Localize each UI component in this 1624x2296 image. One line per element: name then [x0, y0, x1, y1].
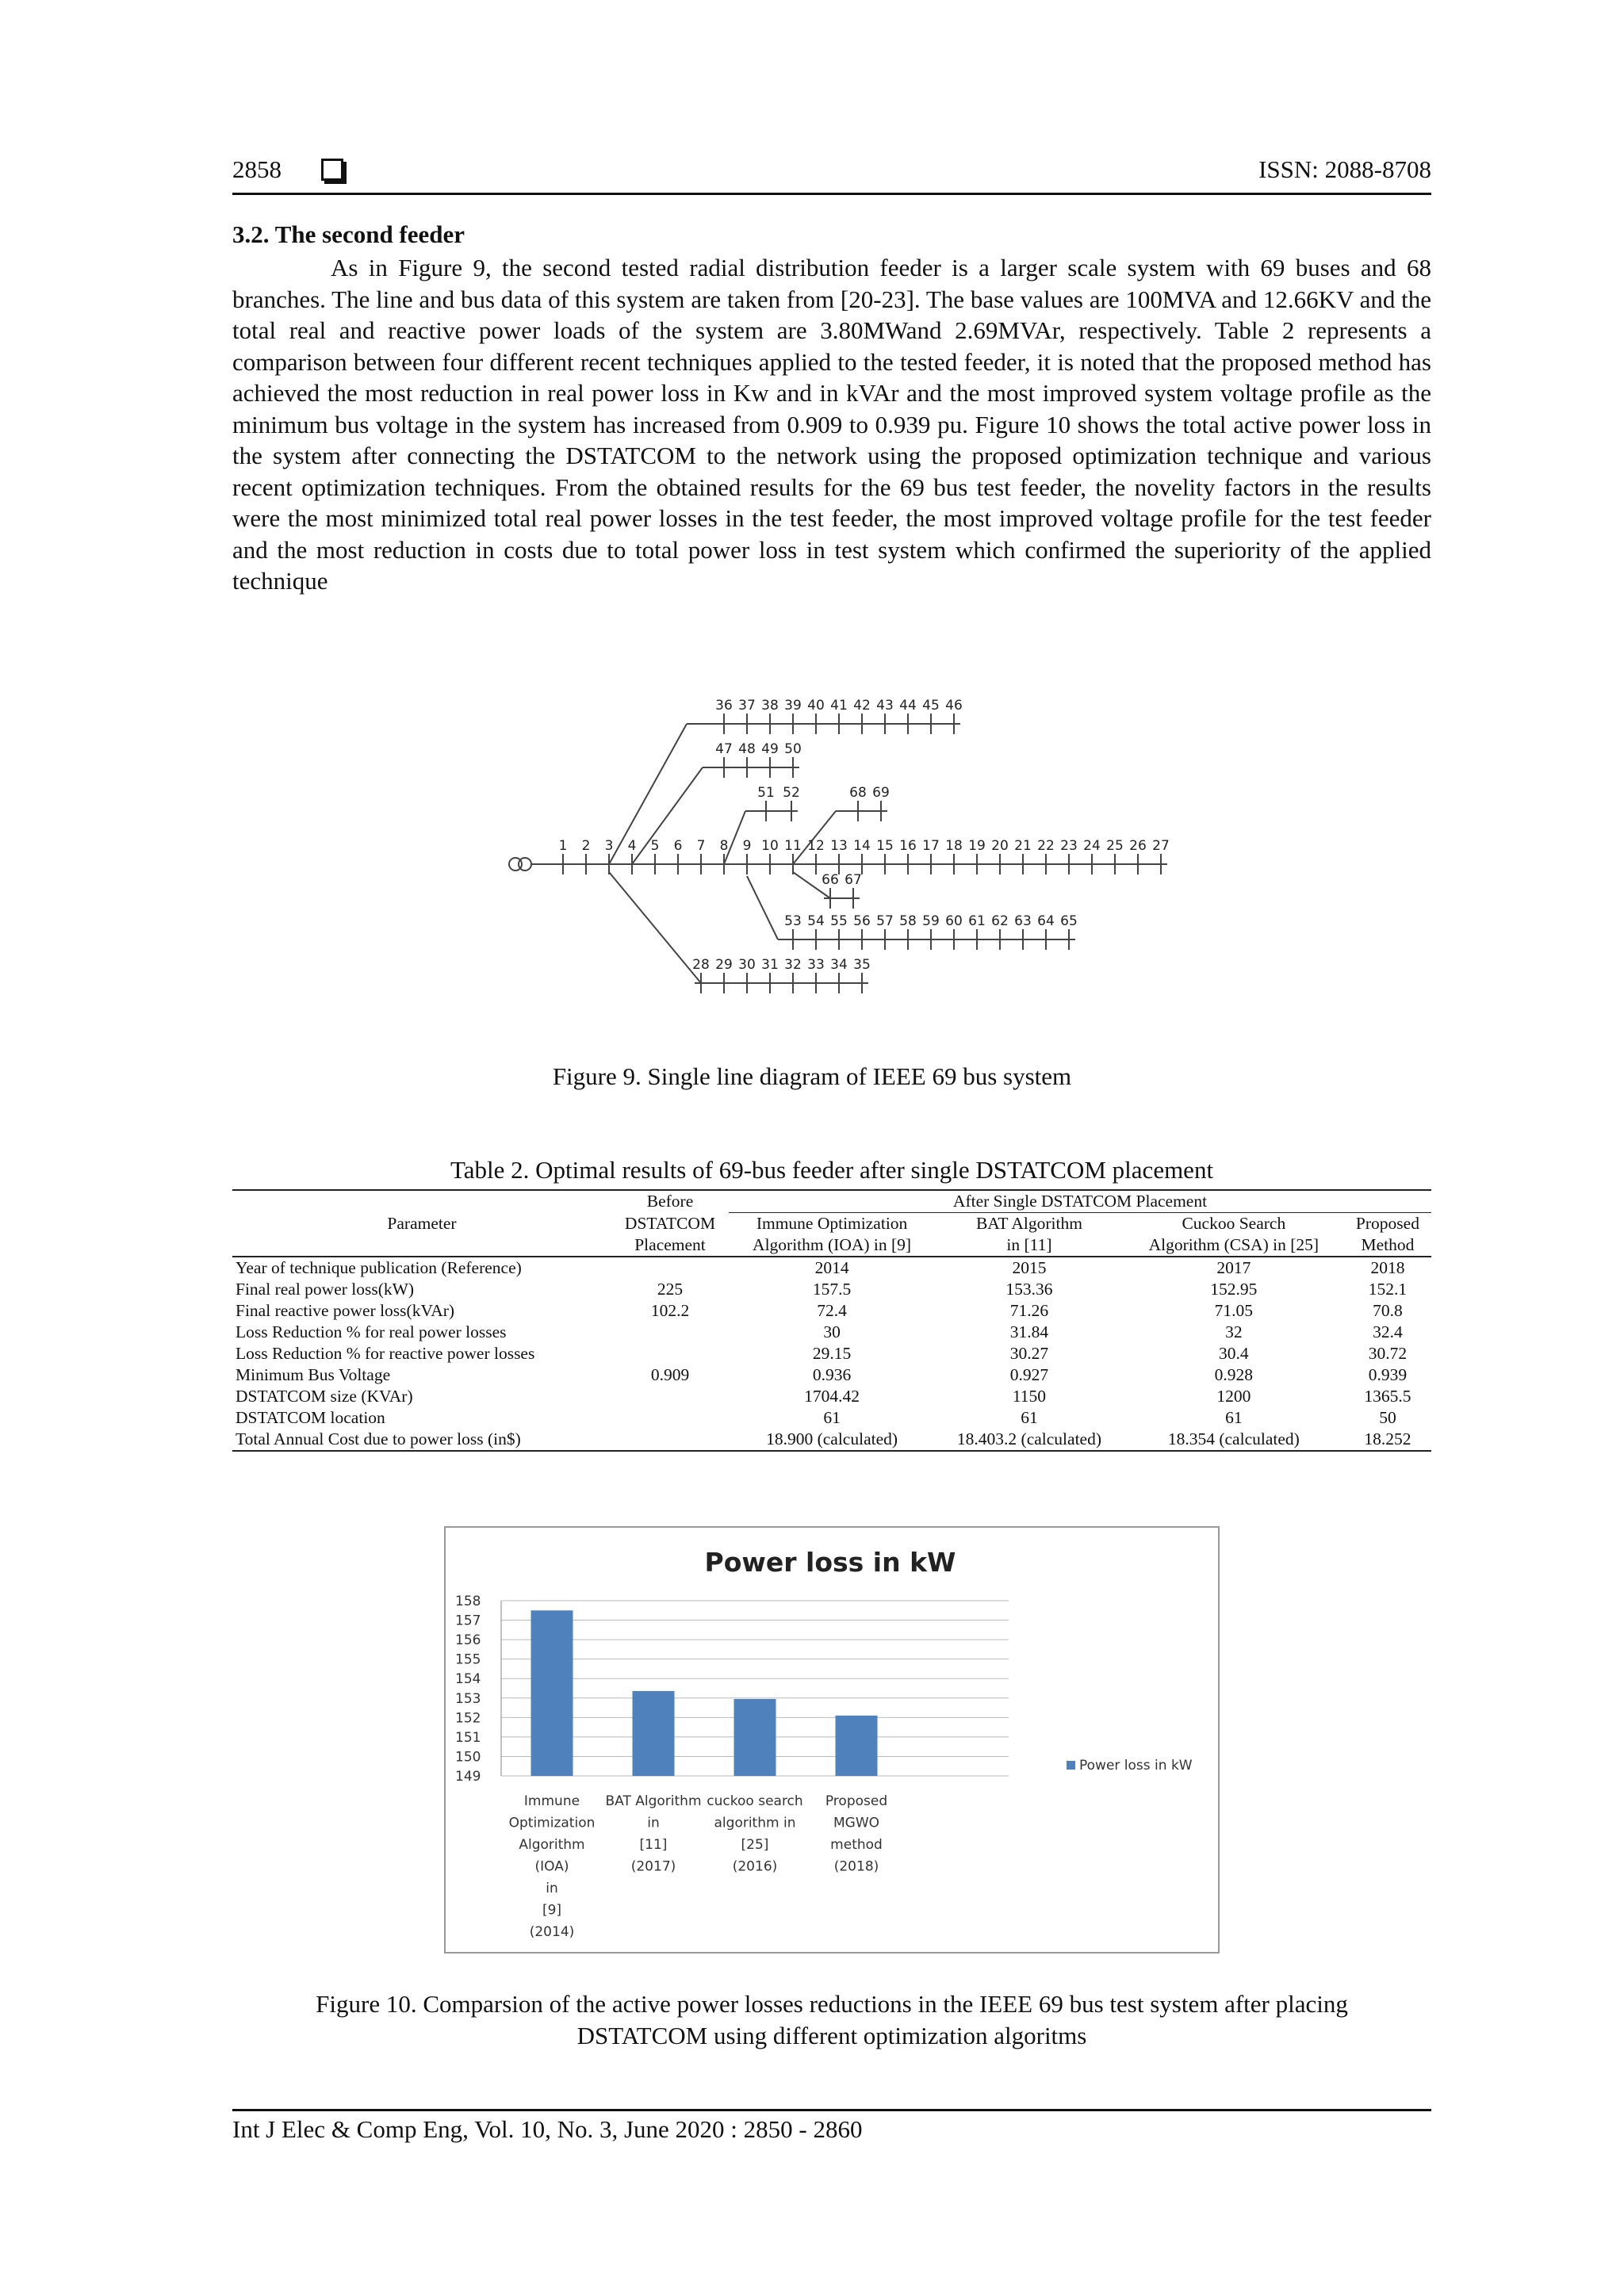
table-cell: 61	[823, 1408, 841, 1427]
y-tick-label: 154	[455, 1671, 481, 1688]
y-tick-label: 151	[455, 1729, 481, 1746]
diagram-bus-labels	[559, 698, 1170, 973]
table-cell: 71.26	[1009, 1301, 1049, 1320]
bus-label: 63	[1014, 913, 1032, 929]
table-cell: 18.900 (calculated)	[729, 1429, 935, 1451]
table-cell	[611, 1429, 729, 1451]
y-tick-label: 155	[455, 1651, 481, 1668]
bus-label: 65	[1060, 913, 1078, 929]
y-tick-label: 152	[455, 1710, 481, 1727]
table-row-label: Year of technique publication (Reference)	[236, 1258, 522, 1277]
bus-label: 9	[742, 838, 752, 854]
x-category-label: (2014)	[529, 1924, 575, 1940]
table-cell: 30.72	[1368, 1344, 1408, 1363]
bus-label: 42	[853, 698, 871, 714]
bus-label: 61	[968, 913, 986, 929]
header-method-csa-2: Algorithm (CSA) in [25]	[1148, 1235, 1320, 1254]
bus-label: 48	[738, 741, 756, 757]
table-row	[232, 1386, 1431, 1407]
chart-frame	[444, 1526, 1220, 1954]
table-cell: 32.4	[1373, 1322, 1403, 1341]
bus-label: 26	[1129, 838, 1147, 854]
table-cell: 153.36	[1005, 1280, 1053, 1299]
table-cell: 71.05	[1214, 1301, 1254, 1320]
table-cell: 2018	[1370, 1258, 1405, 1277]
bus-label: 12	[807, 838, 825, 854]
legend-label: Power loss in kW	[1079, 1758, 1193, 1774]
table-cell: 1365.5	[1364, 1387, 1411, 1406]
header-method-bat: BAT Algorithm	[975, 1214, 1082, 1233]
bus-label: 30	[738, 957, 756, 973]
bus-label: 20	[991, 838, 1009, 854]
bus-label: 35	[853, 957, 871, 973]
table-cell	[611, 1386, 729, 1407]
bus-label: 52	[783, 785, 800, 801]
table-row-label: Loss Reduction % for real power losses	[236, 1322, 507, 1341]
footer-citation: Int J Elec & Comp Eng, Vol. 10, No. 3, June 2020 : 2850 - 2860	[232, 2115, 863, 2143]
table-cell: 0.939	[1368, 1365, 1408, 1384]
x-category-label: MGWO	[833, 1815, 880, 1831]
bus-label: 2	[581, 838, 591, 854]
table-row-label: DSTATCOM size (KVAr)	[236, 1387, 413, 1406]
table-cell: 18.354 (calculated)	[1124, 1429, 1344, 1451]
table-cell: 0.909	[650, 1365, 690, 1384]
bus-label: 16	[899, 838, 917, 854]
table-row	[232, 1429, 1431, 1451]
table-cell: 31.84	[1009, 1322, 1049, 1341]
bar	[633, 1691, 675, 1776]
single-line-diagram	[492, 686, 1174, 1050]
header-before-3: Placement	[634, 1235, 706, 1254]
table-cell: 2015	[1012, 1258, 1047, 1277]
branch-connector	[632, 767, 703, 864]
table-cell: 1704.42	[804, 1387, 860, 1406]
bus-label: 13	[830, 838, 848, 854]
table-cell: 30.27	[1009, 1344, 1049, 1363]
bus-label: 25	[1106, 838, 1124, 854]
table-row	[232, 1322, 1431, 1343]
x-category-label: Optimization	[508, 1815, 596, 1831]
table-row-label: DSTATCOM location	[236, 1408, 385, 1427]
power-loss-chart	[446, 1528, 1218, 1952]
section-title: 3.2. The second feeder	[232, 220, 465, 248]
table-cell: 0.936	[812, 1365, 852, 1384]
x-category-label: Proposed	[825, 1793, 888, 1809]
bus-label: 3	[604, 838, 614, 854]
table-cell: 102.2	[650, 1301, 690, 1320]
bus-label: 7	[696, 838, 706, 854]
bar	[836, 1716, 878, 1776]
x-category-label: Immune	[523, 1793, 580, 1809]
issn-label: ISSN: 2088-8708	[1258, 155, 1431, 183]
y-tick-label: 150	[455, 1749, 481, 1766]
table-row-label: Minimum Bus Voltage	[236, 1365, 391, 1384]
bus-label: 31	[761, 957, 779, 973]
bar	[734, 1699, 776, 1776]
bus-label: 14	[853, 838, 871, 854]
bus-label: 10	[761, 838, 779, 854]
body-text	[232, 252, 1431, 597]
x-category-label: [9]	[542, 1902, 562, 1919]
table-cell: 2014	[814, 1258, 849, 1277]
bus-label: 29	[715, 957, 733, 973]
table-row-label: Total Annual Cost due to power loss (in$)	[232, 1429, 611, 1451]
bus-label: 28	[692, 957, 710, 973]
header-box-icon	[321, 159, 343, 181]
figure9-caption: Figure 9. Single line diagram of IEEE 69 bus system	[552, 1062, 1072, 1090]
table-cell: 29.15	[812, 1344, 852, 1363]
bus-label: 34	[830, 957, 848, 973]
header-method-proposed-2: Method	[1361, 1235, 1415, 1254]
bus-label: 58	[899, 913, 917, 929]
table-row	[232, 1279, 1431, 1300]
results-table	[232, 1189, 1431, 1452]
table-row	[232, 1364, 1431, 1386]
table-cell	[611, 1407, 729, 1429]
bus-label: 22	[1037, 838, 1055, 854]
x-category-label: BAT Algorithm	[605, 1793, 702, 1809]
footer-rule	[232, 2109, 1431, 2111]
bus-label: 21	[1014, 838, 1032, 854]
header-rule	[232, 193, 1431, 195]
x-category-label: in	[647, 1815, 660, 1831]
bus-label: 51	[757, 785, 775, 801]
bus-label: 47	[715, 741, 733, 757]
table-row	[232, 1407, 1431, 1429]
bus-label: 46	[945, 698, 963, 714]
figure10-caption-line1: Figure 10. Comparsion of the active power losses reductions in the IEEE 69 bus test system after placing	[316, 1990, 1348, 2018]
bus-label: 40	[807, 698, 825, 714]
table-cell: 18.252	[1344, 1429, 1431, 1451]
chart-title: Power loss in kW	[704, 1547, 956, 1578]
body-paragraph: As in Figure 9, the second tested radial distribution feeder is a larger scale system with 69 buses and 68 branches. The line and bus data of this system are taken from [20-23]. The base values are 100MVA and 12.66KV and the total real and reactive power loads of the system are 3.80MWand 2.69MVAr, respectively. Table 2 represents a comparison between four different recent techniques applied to the tested feeder, it is noted that the proposed method has achieved the most reduction in real power loss in Kw and in kVAr and the most improved system voltage profile as the minimum bus voltage in the system has increased from 0.909 to 0.939 pu. Figure 10 shows the total active power loss in the system after connecting the DSTATCOM to the network using the proposed optimization technique and various recent optimization techniques. From the obtained results for the 69 bus test feeder, the novelity factors in the results were the most minimized total real power losses in the test feeder, the most improved voltage profile for the test feeder and the most reduction in costs due to total power loss in test system which confirmed the superiority of the applied technique	[232, 254, 1431, 595]
bus-label: 54	[807, 913, 825, 929]
bus-label: 49	[761, 741, 779, 757]
table-cell: 157.5	[812, 1280, 852, 1299]
bus-label: 68	[849, 785, 867, 801]
table-header-row	[232, 1190, 1431, 1213]
bus-label: 38	[761, 698, 779, 714]
table-cell: 152.1	[1368, 1280, 1408, 1299]
header-method-ioa-2: Algorithm (IOA) in [9]	[753, 1235, 912, 1254]
x-category-label: method	[830, 1837, 883, 1853]
table-cell: 152.95	[1210, 1280, 1258, 1299]
bus-label: 11	[784, 838, 802, 854]
legend-swatch	[1067, 1761, 1075, 1770]
table-cell: 0.927	[1009, 1365, 1049, 1384]
table-cell: 1200	[1216, 1387, 1251, 1406]
bus-label: 53	[784, 913, 802, 929]
bus-label: 59	[922, 913, 940, 929]
x-category-label: in	[546, 1881, 558, 1896]
table-cell: 50	[1379, 1408, 1396, 1427]
header-before-2: DSTATCOM	[624, 1213, 716, 1233]
x-category-label: Algorithm	[519, 1837, 585, 1853]
bus-label: 1	[558, 838, 568, 854]
bus-label: 4	[627, 838, 637, 854]
x-category-label: (2016)	[732, 1858, 778, 1875]
table-body	[232, 1257, 1431, 1451]
table-row-label: Final real power loss(kW)	[236, 1280, 415, 1299]
table-row	[232, 1343, 1431, 1364]
header-method-proposed: Proposed	[1355, 1214, 1419, 1233]
table-cell: 30	[823, 1322, 841, 1341]
page-number: 2858	[232, 155, 282, 183]
table-cell: 70.8	[1373, 1301, 1403, 1320]
bus-label: 6	[673, 838, 683, 854]
bus-label: 33	[807, 957, 825, 973]
table-cell: 2017	[1216, 1258, 1251, 1277]
bus-label: 24	[1083, 838, 1101, 854]
x-category-label: [25]	[741, 1837, 769, 1853]
table-cell: 18.403.2 (calculated)	[935, 1429, 1124, 1451]
bus-label: 45	[922, 698, 940, 714]
bus-label: 69	[872, 785, 890, 801]
table-cell: 1150	[1012, 1387, 1047, 1406]
x-category-label: algorithm in	[714, 1815, 796, 1831]
table-cell: 0.928	[1214, 1365, 1254, 1384]
bus-label: 62	[991, 913, 1009, 929]
y-tick-label: 158	[455, 1594, 481, 1609]
header-parameter: Parameter	[232, 1190, 611, 1257]
table2-caption: Table 2. Optimal results of 69-bus feeder after single DSTATCOM placement	[450, 1156, 1214, 1184]
bus-label: 39	[784, 698, 802, 714]
source-symbol-icon	[509, 858, 531, 871]
table-cell: 225	[657, 1280, 684, 1299]
table-row	[232, 1300, 1431, 1322]
y-tick-label: 149	[455, 1769, 481, 1785]
bus-label: 36	[715, 698, 733, 714]
figure10-caption-line2: DSTATCOM using different optimization algoritms	[576, 2022, 1087, 2049]
bar	[531, 1610, 573, 1776]
branch-connector	[747, 876, 778, 939]
header-method-bat-2: in [11]	[1006, 1235, 1052, 1254]
header-before-1: Before	[611, 1190, 729, 1213]
header-method-ioa: Immune Optimization	[756, 1214, 908, 1233]
bus-label: 67	[845, 872, 862, 888]
table-cell	[611, 1322, 729, 1343]
table-cell	[611, 1343, 729, 1364]
x-category-label: (2017)	[630, 1858, 676, 1875]
header-method-csa: Cuckoo Search	[1182, 1214, 1286, 1233]
bus-label: 5	[650, 838, 660, 854]
bus-label: 8	[719, 838, 729, 854]
bus-label: 41	[830, 698, 848, 714]
bus-label: 56	[853, 913, 871, 929]
chart-x-labels	[509, 1793, 888, 1940]
y-tick-label: 156	[455, 1632, 481, 1649]
branch-connector	[609, 872, 701, 983]
table-cell: 61	[1225, 1408, 1243, 1427]
bus-label: 50	[784, 741, 802, 757]
header-after: After Single DSTATCOM Placement	[729, 1190, 1431, 1213]
x-category-label: (IOA)	[534, 1858, 569, 1875]
bus-label: 32	[784, 957, 802, 973]
table-cell: 61	[1021, 1408, 1038, 1427]
bus-label: 17	[922, 838, 940, 854]
y-tick-label: 153	[455, 1690, 481, 1707]
bus-label: 27	[1152, 838, 1170, 854]
bus-label: 64	[1037, 913, 1055, 929]
chart-bars	[531, 1610, 878, 1776]
chart-legend	[1067, 1758, 1193, 1774]
chart-y-ticks	[455, 1594, 481, 1785]
table-cell: 32	[1225, 1322, 1243, 1341]
table-cell: 72.4	[817, 1301, 847, 1320]
table-cell: 30.4	[1219, 1344, 1249, 1363]
table-row-label: Loss Reduction % for reactive power losses	[236, 1344, 535, 1363]
bus-label: 19	[968, 838, 986, 854]
bus-label: 43	[876, 698, 894, 714]
bus-label: 55	[830, 913, 848, 929]
bus-label: 37	[738, 698, 756, 714]
figure10-caption	[232, 1988, 1431, 2052]
y-tick-label: 157	[455, 1613, 481, 1629]
bus-label: 57	[876, 913, 894, 929]
table-cell	[611, 1257, 729, 1279]
x-category-label: (2018)	[833, 1858, 879, 1875]
table-row-label: Final reactive power loss(kVAr)	[236, 1301, 455, 1320]
x-category-label: cuckoo search	[707, 1793, 803, 1809]
bus-label: 66	[822, 872, 839, 888]
x-category-label: [11]	[639, 1837, 668, 1853]
bus-label: 15	[876, 838, 894, 854]
bus-label: 18	[945, 838, 963, 854]
bus-label: 23	[1060, 838, 1078, 854]
table-row	[232, 1257, 1431, 1279]
bus-label: 60	[945, 913, 963, 929]
bus-label: 44	[899, 698, 917, 714]
